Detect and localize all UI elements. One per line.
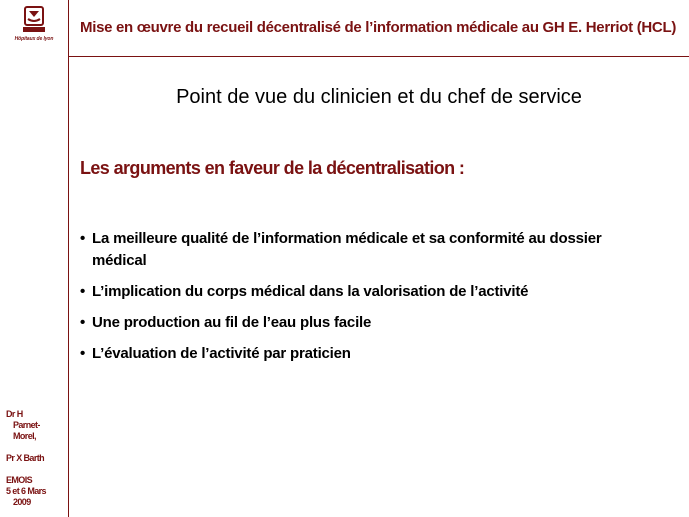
bullet-icon: • bbox=[80, 283, 86, 300]
list-item-text-continued: médical bbox=[92, 252, 147, 269]
hcl-emblem-icon bbox=[19, 5, 49, 35]
list-item-text: L’implication du corps médical dans la valorisation de l’activité bbox=[92, 283, 529, 300]
list-item bbox=[80, 343, 680, 365]
bullet-icon: • bbox=[80, 230, 86, 247]
hcl-logo bbox=[6, 5, 62, 49]
event-line: 5 et 6 Mars bbox=[6, 486, 46, 496]
list-item bbox=[80, 312, 680, 334]
section-heading: Les arguments en faveur de la décentralisation : bbox=[80, 158, 465, 178]
list-item-text: L’évaluation de l’activité par praticien bbox=[92, 345, 351, 362]
list-item bbox=[80, 228, 680, 272]
header-divider bbox=[68, 56, 689, 57]
author-line: Pr X Barth bbox=[6, 453, 45, 463]
logo-caption: Hôpitaux de lyon bbox=[14, 36, 54, 42]
bullet-icon: • bbox=[80, 314, 86, 331]
sidebar-credits bbox=[6, 409, 66, 508]
slide-subtitle: Point de vue du clinicien et du chef de service bbox=[176, 86, 582, 108]
bullet-icon: • bbox=[80, 345, 86, 362]
author-line: Parnet- bbox=[13, 420, 40, 430]
author-line: Dr H bbox=[6, 409, 23, 419]
event-line: 2009 bbox=[13, 497, 31, 507]
sidebar-divider bbox=[68, 0, 69, 517]
author-line: Morel, bbox=[13, 431, 36, 441]
list-item-text: Une production au fil de l’eau plus facile bbox=[92, 314, 372, 331]
list-item bbox=[80, 281, 680, 303]
list-item-text: La meilleure qualité de l’information médicale et sa conformité au dossier bbox=[92, 230, 602, 247]
event-line: EMOIS bbox=[6, 475, 33, 485]
header-title: Mise en œuvre du recueil décentralisé de l’information médicale au GH E. Herriot (HCL) bbox=[80, 19, 677, 36]
argument-list bbox=[80, 228, 680, 374]
